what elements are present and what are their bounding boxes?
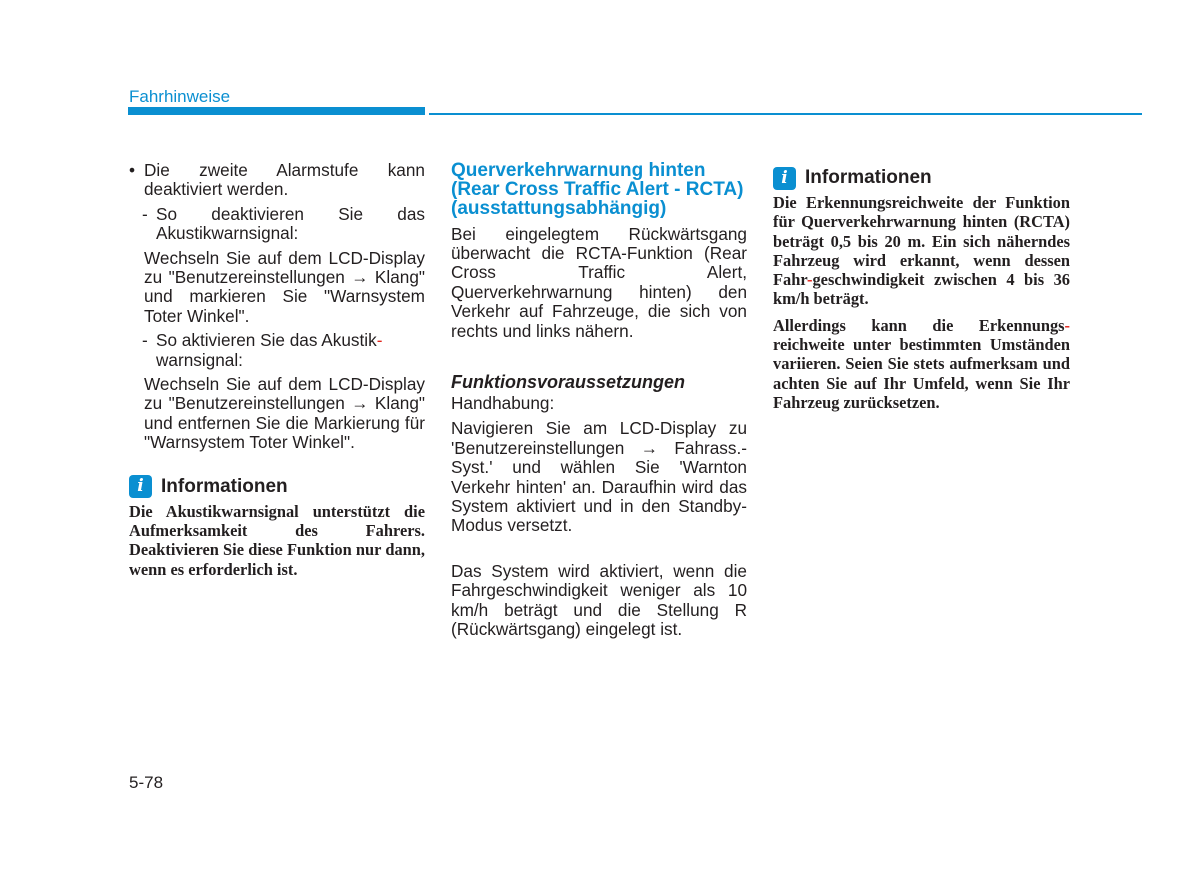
info-heading [773, 166, 1070, 190]
subsection-heading: Funktionsvoraussetzungen [451, 372, 686, 393]
dash-text-part: So aktivieren Sie das Akustik [156, 330, 377, 351]
info-heading [129, 475, 425, 499]
info-body-part: Allerdings kann die Erkennungs [773, 315, 1065, 335]
hyphen-mark: - [1064, 315, 1070, 335]
info-body: Die Akustikwarnsignal unterstützt die Aufmerksamkeit des Fahrers. Deaktivieren Sie diese Funktion nur dann, wenn es erforderlich ist. [129, 501, 425, 579]
dash-text [156, 331, 425, 370]
dash-item [142, 331, 425, 370]
body-paragraph: Navigieren Sie am LCD-Display zu 'Benutzereinstellungen → Fahrass.-Syst.' und wählen Sie 'Warnton Verkehr hinten' an. Daraufhin wird das System aktiviert und in den Standby-Modus versetzt. [451, 418, 747, 536]
dash-text-part: warnsignal: [156, 349, 243, 370]
middle-column [451, 161, 747, 640]
dash-item [142, 205, 425, 244]
info-icon: i [773, 167, 796, 190]
page-number: 5-78 [129, 773, 164, 792]
header-rule-thick [128, 107, 425, 115]
info-title: Informationen [161, 475, 288, 497]
body-paragraph: Das System wird aktiviert, wenn die Fahrgeschwindigkeit weniger als 10 km/h beträgt und die Stellung R (Rückwärtsgang) eingelegt ist. [451, 560, 747, 640]
info-body [773, 193, 1070, 309]
left-column [129, 161, 425, 579]
info-body-part: reichweite unter bestimmten Umständen variieren. Seien Sie stets aufmerksam und achten Sie auf Ihr Umfeld, wenn Sie Ihr Fahrzeug zurücksetzen. [773, 335, 1070, 412]
bullet-text: Die zweite Alarmstufe kann deaktiviert werden. [144, 160, 425, 200]
info-body-part: geschwindigkeit zwischen 4 bis 36 km/h beträgt. [773, 270, 1070, 309]
dash-mark: - [142, 203, 148, 224]
hyphen-mark: - [807, 270, 813, 290]
body-paragraph: Bei eingelegtem Rückwärtsgang überwacht die RCTA-Funktion (Rear Cross Traffic Alert, Querverkehrwarnung hinten) den Verkehr auf Fahrzeuge, die sich von rechts und links nähern. [451, 223, 747, 341]
section-title: Fahrhinweise [129, 87, 231, 106]
dash-mark: - [142, 330, 148, 351]
body-paragraph: Handhabung: [451, 393, 555, 414]
section-heading: Querverkehrwarnung hinten (Rear Cross Traffic Alert - RCTA) (ausstattungsabhängig) [451, 160, 744, 220]
instruction-paragraph: Wechseln Sie auf dem LCD-Display zu "Benutzereinstellungen → Klang" und markieren Sie "Warnsystem Toter Winkel". [144, 247, 425, 326]
bullet-item [129, 161, 425, 200]
header-rule-thin [429, 113, 1142, 115]
right-column [773, 166, 1070, 412]
dash-text: So deaktivieren Sie das Akustikwarnsignal: [156, 203, 425, 244]
info-icon: i [129, 475, 152, 498]
info-title: Informationen [805, 167, 932, 189]
info-body [773, 316, 1070, 412]
info-body-part: Die Erkennungsreichweite der Funktion für Querverkehrwarnung hinten (RCTA) beträgt 0,5 bis 20 m. Ein sich näherndes Fahrzeug wird erkannt, wenn dessen Fahr [773, 193, 1070, 290]
instruction-paragraph: Wechseln Sie auf dem LCD-Display zu "Benutzereinstellungen → Klang" und entfernen Sie die Markierung für "Warnsystem Toter Winkel". [144, 374, 425, 453]
hyphen-mark: - [376, 330, 383, 351]
bullet-mark: • [129, 160, 136, 180]
